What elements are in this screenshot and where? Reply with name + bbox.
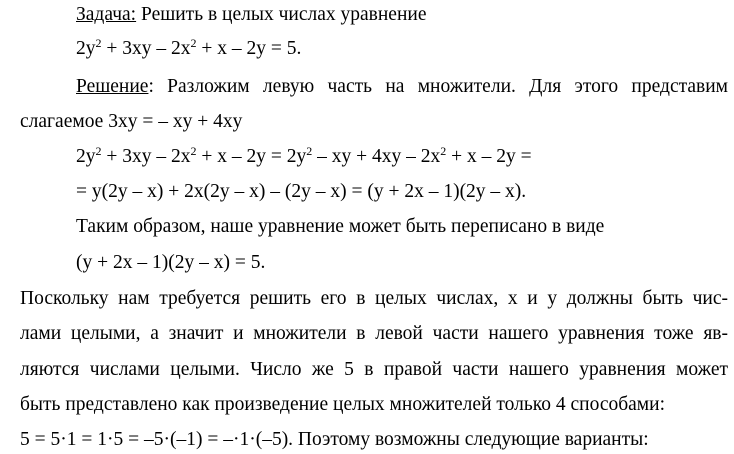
paragraph-line-2: лами целыми, а значит и множители в левой части нашего уравнения тоже яв-	[20, 323, 728, 344]
exponent: 2	[95, 144, 102, 158]
task-equation	[76, 37, 301, 61]
paragraph-line-5: 5 = 5·1 = 1·5 = –5·(–1) = –·1·(–5). Поэтому возможны следующие варианты:	[20, 429, 649, 450]
task-label: Задача:	[76, 4, 137, 25]
solution-text: : Разложим левую часть на множители. Для этого представим	[148, 76, 728, 97]
solution-label: Решение	[76, 76, 149, 97]
solution-line-1	[76, 75, 728, 99]
eq-part: 2y	[76, 146, 96, 167]
task-text: Решить в целых числах уравнение	[136, 4, 427, 25]
eq-part: 2y	[76, 38, 96, 59]
paragraph-line-4: быть представлено как произведение целых множителей только 4 способами:	[20, 394, 665, 415]
eq-part: + x – 2y = 2y	[196, 146, 307, 167]
exponent: 2	[190, 144, 197, 158]
exponent: 2	[95, 36, 102, 50]
solution-line-3: Таким образом, наше уравнение может быть переписано в виде	[76, 216, 605, 237]
paragraph-line-1: Поскольку нам требуется решить его в целых числах, x и y должны быть чис-	[20, 288, 728, 309]
exponent: 2	[306, 144, 313, 158]
eq-part: + 3xy – 2x	[101, 38, 191, 59]
eq-part: + x – 2y =	[446, 146, 532, 167]
solution-line-2: слагаемое 3xy = – xy + 4xy	[20, 111, 243, 132]
eq-part: + 3xy – 2x	[101, 146, 191, 167]
paragraph-line-3: ляются числами целыми. Число же 5 в правой части нашего уравнения может	[20, 359, 728, 380]
task-heading	[76, 3, 427, 27]
rewritten-equation: (y + 2x – 1)(2y – x) = 5.	[76, 252, 266, 273]
eq-part: – xy + 4xy – 2x	[312, 146, 441, 167]
exponent: 2	[190, 36, 197, 50]
exponent: 2	[440, 144, 447, 158]
eq-part: + x – 2y = 5.	[196, 38, 302, 59]
factorization-equation: = y(2y – x) + 2x(2y – x) – (2y – x) = (y + 2x – 1)(2y – x).	[76, 181, 527, 202]
expansion-equation	[76, 145, 532, 169]
